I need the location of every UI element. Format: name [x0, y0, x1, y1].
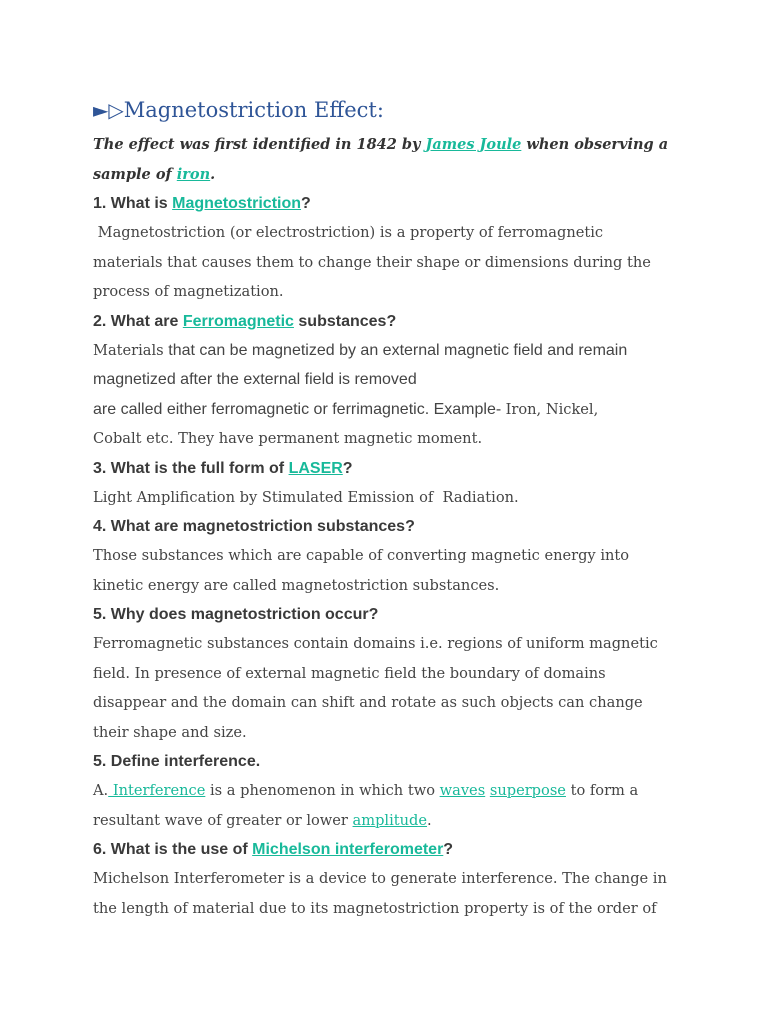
question-text: 6. What is the use of	[93, 841, 253, 858]
waves-link[interactable]: waves	[439, 782, 486, 799]
answer-line	[93, 336, 683, 366]
answer-line: Ferromagnetic substances contain domains i.e. regions of uniform magnetic	[93, 635, 658, 652]
question-2	[93, 307, 683, 336]
answer-line: Michelson Interferometer is a device to generate interference. The change in	[93, 870, 667, 887]
iron-link[interactable]: iron	[176, 165, 211, 183]
answer-line: magnetized after the external field is removed	[93, 371, 417, 388]
answer-line: the length of material due to its magnetostriction property is of the order of	[93, 899, 657, 917]
answer-text: .	[427, 811, 432, 829]
answer-line: their shape and size.	[93, 723, 247, 741]
question-5-interference: 5. Define interference.	[93, 753, 261, 770]
answer-line	[93, 776, 683, 806]
question-text: ?	[301, 195, 311, 212]
james-joule-link[interactable]: James Joule	[425, 136, 522, 153]
question-text: 3. What is the full form of	[93, 459, 289, 477]
answer-2	[93, 336, 683, 454]
document-content	[93, 92, 683, 923]
answer-text: to form a	[565, 782, 639, 799]
amplitude-link[interactable]: amplitude	[352, 811, 428, 829]
answer-line	[93, 395, 683, 425]
answer-line: field. In presence of external magnetic field the boundary of domains	[93, 664, 606, 682]
answer-text: Iron, Nickel,	[505, 400, 599, 418]
superpose-link[interactable]: superpose	[489, 782, 566, 799]
laser-link[interactable]: LASER	[288, 459, 343, 477]
intro-text: when observing a sample of	[93, 136, 669, 183]
ferromagnetic-link[interactable]: Ferromagnetic	[182, 312, 294, 330]
question-5: 5. Why does magnetostriction occur?	[93, 606, 379, 623]
magnetostriction-link[interactable]: Magnetostriction	[172, 195, 302, 212]
answer-text: is a phenomenon in which two	[205, 782, 440, 799]
answer-line: kinetic energy are called magnetostriction substances.	[93, 576, 500, 594]
document-title	[93, 92, 683, 128]
intro-text: .	[210, 165, 216, 183]
title-text: Magnetostriction Effect:	[123, 98, 384, 122]
answer-3	[93, 483, 683, 513]
answer-4	[93, 541, 683, 600]
answer-5-interference	[93, 776, 683, 835]
michelson-interferometer-link[interactable]: Michelson interferometer	[252, 841, 444, 858]
question-text: 2. What are	[93, 312, 183, 330]
answer-text: are called either ferromagnetic or ferrimagnetic. Example-	[93, 400, 506, 418]
question-4: 4. What are magnetostriction substances?	[93, 518, 415, 535]
question-3	[93, 454, 683, 483]
answer-line: Cobalt etc. They have permanent magnetic moment.	[93, 430, 483, 447]
answer-text: A.	[93, 782, 109, 799]
answer-6	[93, 864, 683, 923]
arrow-bullet-icon: ►▷	[93, 98, 124, 122]
answer-text: that can be magnetized by an external magnetic field and remain	[168, 341, 628, 359]
question-text: 1. What is	[93, 195, 173, 212]
answer-line: Those substances which are capable of converting magnetic energy into	[93, 547, 630, 564]
interference-link[interactable]: Interference	[108, 782, 206, 799]
intro-text: The effect was first identified in 1842 by	[93, 136, 426, 153]
question-6	[93, 835, 683, 864]
answer-text: Materials	[93, 341, 169, 359]
answer-line: disappear and the domain can shift and rotate as such objects can change	[93, 694, 643, 711]
answer-line: materials that causes them to change their shape or dimensions during the	[93, 253, 651, 271]
answer-line: Light Amplification by Stimulated Emission of Radiation.	[93, 488, 519, 506]
question-text: substances?	[293, 312, 397, 330]
question-text: ?	[443, 841, 454, 858]
answer-1	[93, 218, 683, 307]
answer-text: resultant wave of greater or lower	[93, 811, 353, 829]
intro-paragraph	[93, 130, 683, 189]
answer-line: Magnetostriction (or electrostriction) is a property of ferromagnetic	[93, 224, 604, 241]
question-1	[93, 189, 683, 218]
answer-5	[93, 629, 683, 747]
answer-line	[93, 806, 683, 836]
answer-line: process of magnetization.	[93, 283, 284, 300]
question-text: ?	[342, 459, 353, 477]
